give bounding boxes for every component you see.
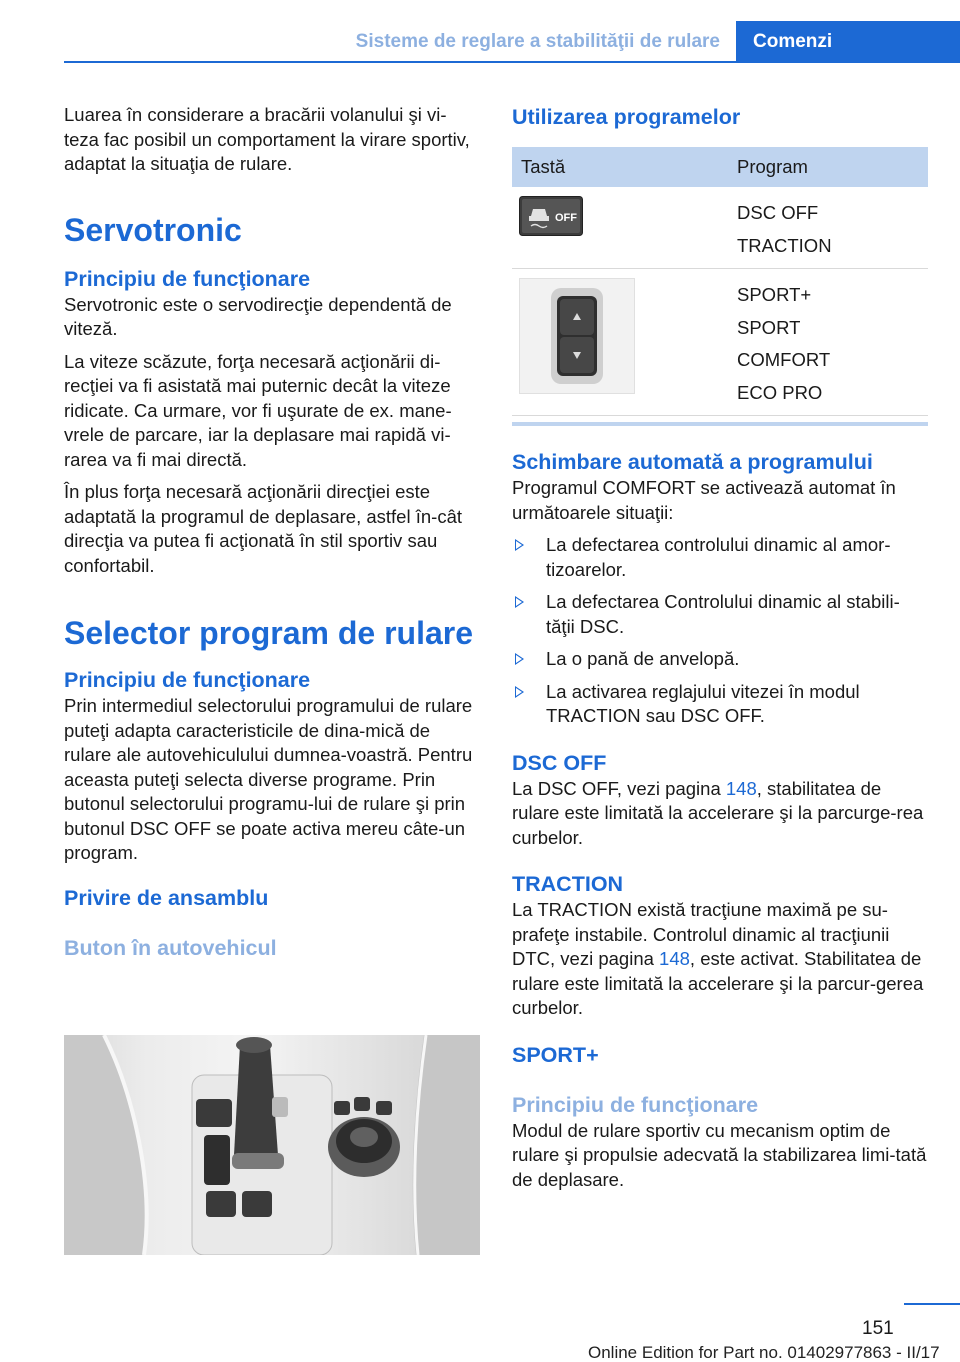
list-item: La defectarea Controlului dinamic al stabili‐tăţii DSC. (512, 590, 928, 639)
running-header-section: Sisteme de reglare a stabilităţii de rulare (355, 31, 720, 52)
table-row (512, 187, 928, 269)
sport-plus-heading: SPORT+ (512, 1042, 599, 1067)
servotronic-p3: În plus forţa necesară acţionării direcţiei este adaptată la programul de deplasare, astfel în‐cât direcţia va putea fi acţionată în stil sportiv sau confortabil. (64, 481, 462, 576)
sport-plus-subheading: Principiu de funcţionare (512, 1092, 759, 1117)
auto-change-intro: Programul COMFORT se activează automat în următoarele situaţii: (512, 477, 896, 523)
usage-heading: Utilizarea programelor (512, 105, 741, 129)
servotronic-p1: Servotronic este o servodirecţie dependentă de viteză. (64, 293, 452, 339)
program-sport: SPORT (737, 316, 801, 338)
edition-text: Online Edition for Part no. 01402977863 - II/17 (588, 1343, 940, 1362)
header-rule (64, 61, 960, 63)
dsc-off-button-icon (519, 196, 583, 236)
traction-heading: TRACTION (512, 872, 624, 896)
list-item: La activarea reglajului vitezei în modul TRACTION sau DSC OFF. (512, 680, 928, 729)
bullet-triangle-icon (515, 596, 524, 608)
page-link[interactable]: 148 (659, 948, 690, 969)
bullet-triangle-icon (515, 686, 524, 698)
selector-heading: Selector program de rulare (64, 615, 474, 651)
bullet-triangle-icon (515, 653, 524, 665)
selector-subheading: Principiu de funcţionare (64, 668, 311, 692)
program-sport-plus: SPORT+ (737, 284, 812, 305)
center-console-photo (64, 1035, 480, 1255)
program-traction: TRACTION (737, 234, 832, 256)
auto-change-list (512, 533, 928, 729)
page-number: 151 (862, 1318, 894, 1339)
program-dsc-off: DSC OFF (737, 202, 819, 223)
selector-p1: Prin intermediul selectorului programului de rulare puteţi adapta caracteristicile de dina‐mică de rulare ale autovehiculului dumnea‐voastră. Pentru aceasta puteţi selecta diverse programe. Prin butonul selectorului programu‐lui de rulare şi prin butonul DSC OFF se poate activa mereu câte-un program. (64, 695, 473, 863)
table-header-program: Program (728, 147, 928, 187)
left-column (64, 103, 480, 962)
intro-paragraph: Luarea în considerare a bracării volanului şi vi‐teza fac posibil un comportament la virare sportiv, adaptat la situaţia de rulare. (64, 104, 470, 174)
page-link[interactable]: 148 (725, 777, 757, 799)
console-illustration (64, 1035, 480, 1255)
servotronic-p2: La viteze scăzute, forţa necesară acţionării di‐recţiei va fi asistată mai puternic decât la viteze ridicate. Ca urmare, vor fi uşurate de ex. mane‐vrele de parcare, iar la deplasare mai rapidă vi‐rarea va fi mai directă. (64, 350, 452, 470)
auto-change-heading: Schimbare automată a programului (512, 450, 873, 474)
chapter-tab: Comenzi (736, 21, 960, 63)
dsc-off-label: OFF (555, 212, 577, 224)
traction-paragraph: La TRACTION există tracţiune maximă pe su‐prafeţe instabile. Controlul dinamic al tracţiunii DTC, vezi pagina 148, este activat. Stabilitatea de rulare este limitată la accelerare şi la parcur‐gerea curbelor. (512, 899, 924, 1018)
servotronic-subheading: Principiu de funcţionare (64, 266, 311, 291)
dsc-off-paragraph: La DSC OFF, vezi pagina 148, stabilitatea de rulare este limitată la accelerare şi la parcurge‐rea curbelor. (512, 777, 924, 848)
servotronic-heading: Servotronic (64, 211, 242, 248)
sport-plus-paragraph: Modul de rulare sportiv cu mecanism optim de rulare şi propulsie adecvată la stabilizarea limi‐tată de deplasare. (512, 1119, 927, 1190)
program-eco-pro: ECO PRO (737, 381, 823, 403)
button-heading: Buton în autovehicul (64, 935, 277, 960)
program-table (512, 147, 928, 416)
footer-rule (904, 1303, 960, 1305)
list-item: La defectarea controlului dinamic al amor‐tizoarelor. (512, 533, 928, 582)
program-comfort: COMFORT (737, 349, 831, 370)
overview-heading: Privire de ansamblu (64, 885, 269, 910)
dsc-off-heading: DSC OFF (512, 750, 607, 775)
drive-selector-switch-icon (519, 278, 635, 394)
right-column (512, 103, 928, 1200)
table-header-key: Tastă (512, 147, 728, 187)
bullet-triangle-icon (515, 539, 524, 551)
table-end-rule (512, 422, 928, 426)
table-row (512, 269, 928, 416)
list-item: La o pană de anvelopă. (512, 647, 928, 672)
